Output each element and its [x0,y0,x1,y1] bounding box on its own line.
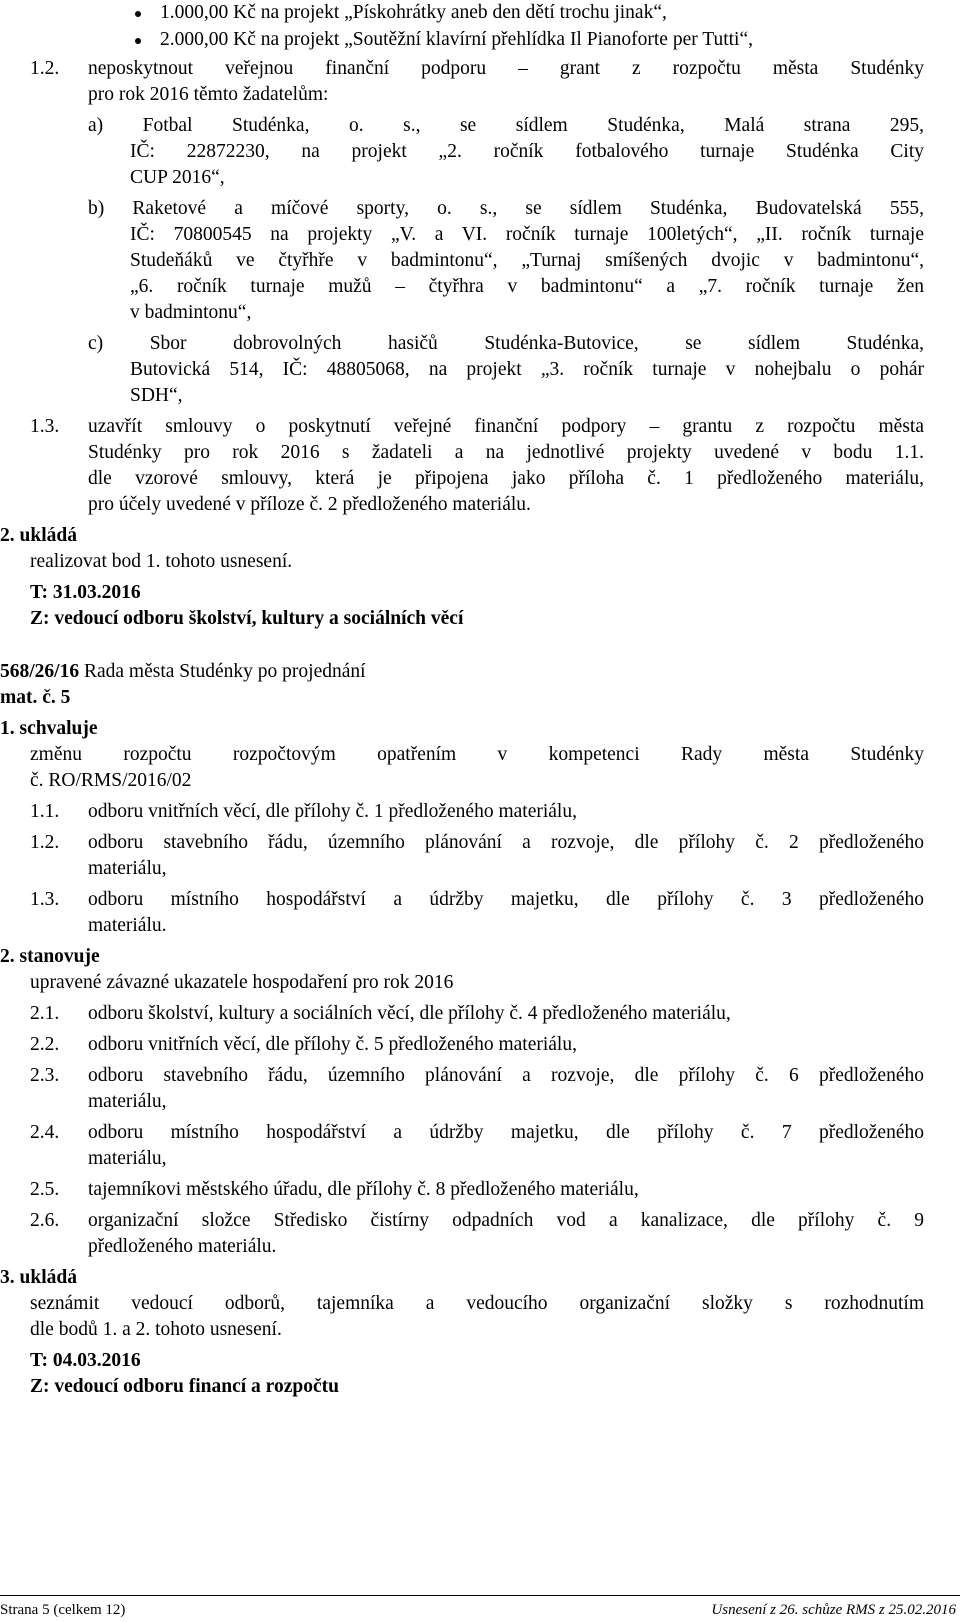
bullet-dot [135,38,141,44]
resolution-title: Rada města Studénky po projednání [83,661,366,682]
subitem-text: CUP 2016“, [130,167,225,188]
item-number: 1.3. [30,416,60,437]
item-number: 1.1. [30,801,60,822]
item-number: 2.1. [30,1003,60,1024]
section-heading: 3. ukládá [0,1267,77,1288]
bullet-item: 2.000,00 Kč na projekt „Soutěžní klavírní přehlídka Il Pianoforte per Tutti“, [160,29,754,50]
item-text: pro rok 2016 těmto žadatelům: [88,84,329,105]
item-text: organizační složce Středisko čistírny odpadních vod a kanalizace, dle přílohy č. 9 [88,1210,924,1231]
footer-divider [0,1595,960,1596]
item-text: odboru místního hospodářství a údržby majetku, dle přílohy č. 3 předloženého [88,889,924,910]
section-text: dle bodů 1. a 2. tohoto usnesení. [30,1319,282,1340]
item-text: pro účely uvedené v příloze č. 2 předloženého materiálu. [88,494,531,515]
item-number: 2.4. [30,1122,60,1143]
subitem-text: IČ: 70800545 na projekty „V. a VI. ročník turnaje 100letých“, „II. ročník turnaje [130,224,924,245]
subitem-text: IČ: 22872230, na projekt „2. ročník fotbalového turnaje Studénka City [130,141,924,162]
resolution-header [0,659,366,685]
subitem-text: a) Fotbal Studénka, o. s., se sídlem Studénka, Malá strana 295, [88,115,924,136]
section-text: č. RO/RMS/2016/02 [30,770,192,791]
deadline: T: 04.03.2016 [30,1350,141,1371]
section-text: změnu rozpočtu rozpočtovým opatřením v kompetenci Rady města Studénky [30,744,924,765]
item-text: Studénky pro rok 2016 s žadateli a na jednotlivé projekty uvedené v bodu 1.1. [88,442,924,463]
item-number: 2.5. [30,1179,60,1200]
subitem-text: v badmintonu“, [130,302,252,323]
bullet-dot [135,11,141,17]
footer-document-title: Usnesení z 26. schůze RMS z 25.02.2016 [711,1602,956,1618]
item-number: 1.2. [30,832,60,853]
item-text: odboru stavebního řádu, územního plánování a rozvoje, dle přílohy č. 6 předloženého [88,1065,924,1086]
item-text: uzavřít smlouvy o poskytnutí veřejné finanční podpory – grantu z rozpočtu města [88,416,924,437]
page-counter: Strana 5 (celkem 12) [0,1602,126,1618]
item-text: dle vzorové smlouvy, která je připojena jako příloha č. 1 předloženého materiálu, [88,468,924,489]
item-number: 2.2. [30,1034,60,1055]
item-number: 2.3. [30,1065,60,1086]
section-text: upravené závazné ukazatele hospodaření pro rok 2016 [30,972,454,993]
item-text: odboru vnitřních věcí, dle přílohy č. 5 předloženého materiálu, [88,1034,577,1055]
subitem-text: „6. ročník turnaje mužů – čtyřhra v badmintonu“ a „7. ročník turnaje žen [130,276,924,297]
item-number: 1.2. [30,58,60,79]
item-text: materiálu, [88,1091,167,1112]
item-text: předloženého materiálu. [88,1236,277,1257]
item-text: tajemníkovi městského úřadu, dle přílohy č. 8 předloženého materiálu, [88,1179,639,1200]
subitem-text: SDH“, [130,385,183,406]
item-number: 1.3. [30,889,60,910]
item-text: neposkytnout veřejnou finanční podporu – grant z rozpočtu města Studénky [88,58,924,79]
subitem-text: Butovická 514, IČ: 48805068, na projekt „3. ročník turnaje v nohejbalu o pohár [130,359,924,380]
subitem-text: c) Sbor dobrovolných hasičů Studénka-Butovice, se sídlem Studénka, [88,333,924,354]
item-text: odboru vnitřních věcí, dle přílohy č. 1 předloženého materiálu, [88,801,577,822]
section-heading: 1. schvaluje [0,718,98,739]
material-number: mat. č. 5 [0,687,71,708]
section-text: realizovat bod 1. tohoto usnesení. [30,551,293,572]
subitem-text: Studeňáků ve čtyřhře v badmintonu“, „Turnaj smíšených dvojic v badmintonu“, [130,250,924,271]
item-text: odboru stavebního řádu, územního plánování a rozvoje, dle přílohy č. 2 předloženého [88,832,924,853]
item-text: materiálu, [88,858,167,879]
item-text: materiálu, [88,1148,167,1169]
item-text: odboru místního hospodářství a údržby majetku, dle přílohy č. 7 předloženého [88,1122,924,1143]
bullet-item: 1.000,00 Kč na projekt „Pískohrátky aneb den dětí trochu jinak“, [160,2,667,23]
section-heading: 2. stanovuje [0,946,100,967]
section-heading: 2. ukládá [0,525,77,546]
section-text: seznámit vedoucí odborů, tajemníka a vedoucího organizační složky s rozhodnutím [30,1293,924,1314]
item-text: materiálu. [88,915,167,936]
item-number: 2.6. [30,1210,60,1231]
deadline: T: 31.03.2016 [30,582,141,603]
responsible: Z: vedoucí odboru školství, kultury a sociálních věcí [30,608,464,629]
subitem-text: b) Raketové a míčové sporty, o. s., se sídlem Studénka, Budovatelská 555, [88,198,924,219]
responsible: Z: vedoucí odboru financí a rozpočtu [30,1376,339,1397]
resolution-number: 568/26/16 [0,661,80,682]
item-text: odboru školství, kultury a sociálních věcí, dle přílohy č. 4 předloženého materiálu, [88,1003,731,1024]
